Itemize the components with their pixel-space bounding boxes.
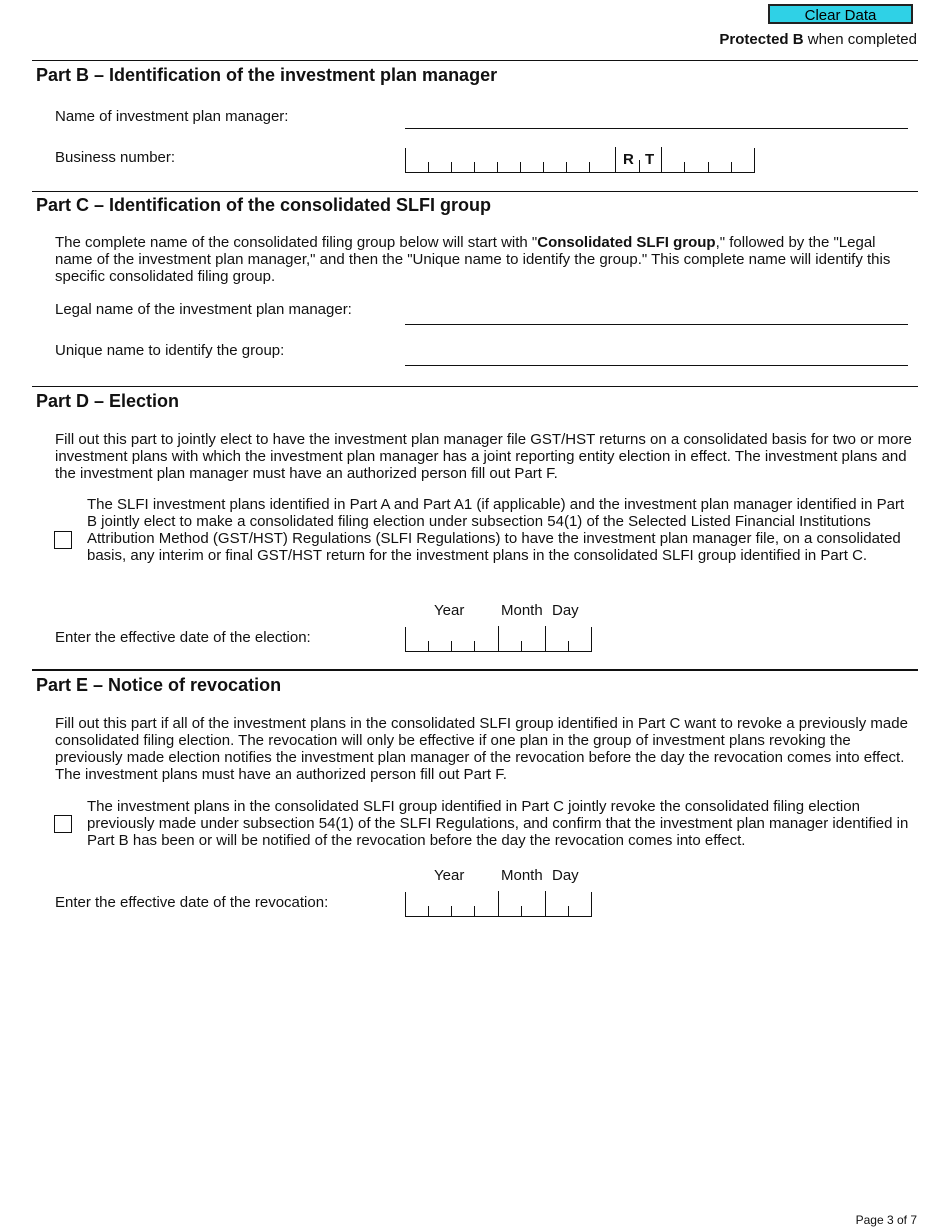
revocation-checkbox[interactable] — [54, 815, 72, 833]
election-statement: The SLFI investment plans identified in Part A and Part A1 (if applicable) and the investment plan manager identified in Part B jointly elect to make a consolidated filing election under subsection 54(1) of the Selected Listed Financial Institutions Attribution Method (GST/HST) Regulations (SLFI Regulations) to have the investment plan manager file, on a consolidated basis, any interim or final GST/HST return for the investment plans in the consolidated SLFI group identified in Part C. — [87, 496, 905, 564]
election-checkbox[interactable] — [54, 531, 72, 549]
clear-data-button[interactable]: Clear Data — [768, 4, 913, 24]
election-month-header: Month — [501, 602, 543, 619]
manager-name-label: Name of investment plan manager: — [55, 108, 289, 125]
part-d-intro: Fill out this part to jointly elect to have the investment plan manager file GST/HST returns on a consolidated basis for two or more investment plans with which the investment plan manager has a joint reporting entity election in effect. The investment plans and the investment plan manager must have an authorized person fill out Part F. — [55, 431, 912, 482]
election-date-label: Enter the effective date of the election: — [55, 629, 311, 646]
protected-b-notice — [719, 31, 917, 48]
legal-name-field[interactable] — [405, 324, 908, 325]
protected-b-label: Protected B — [719, 31, 804, 48]
revocation-date-field[interactable] — [405, 892, 592, 917]
part-d-title: Part D – Election — [36, 391, 180, 411]
revocation-statement: The investment plans in the consolidated SLFI group identified in Part C jointly revoke the consolidated filing election previously made under subsection 54(1) of the SLFI Regulations, and confirm that the investment plan manager identified in Part B has been or will be notified of the revocation before the day the revocation comes into effect. — [87, 798, 909, 849]
part-c-title: Part C – Identification of the consolidated SLFI group — [36, 195, 492, 215]
unique-name-field[interactable] — [405, 365, 908, 366]
business-number-field[interactable] — [405, 148, 755, 173]
election-day-header: Day — [552, 602, 579, 619]
manager-name-field[interactable] — [405, 128, 908, 129]
divider-part-c — [32, 191, 918, 192]
business-number-label: Business number: — [55, 149, 176, 166]
unique-name-label: Unique name to identify the group: — [55, 342, 285, 359]
bn-t-letter: T — [645, 151, 655, 168]
divider-part-e — [32, 669, 918, 671]
bn-r-letter: R — [623, 151, 634, 168]
part-e-intro: Fill out this part if all of the investment plans in the consolidated SLFI group identified in Part C want to revoke a previously made consolidated filing election. The revocation will only be effective if one plan in the group of investment plans revoking the previously made election notifies the investment plan manager of the revocation before the day the revocation comes into effect. The investment plans must have an authorized person fill out Part F. — [55, 715, 908, 783]
election-year-header: Year — [434, 602, 465, 619]
page-number: Page 3 of 7 — [855, 1213, 917, 1227]
part-b-title: Part B – Identification of the investment plan manager — [36, 65, 498, 85]
revocation-date-label: Enter the effective date of the revocation: — [55, 894, 329, 911]
part-e-title: Part E – Notice of revocation — [36, 675, 282, 695]
protected-b-suffix: when completed — [803, 31, 917, 48]
legal-name-label: Legal name of the investment plan manager: — [55, 301, 352, 318]
divider-part-b — [32, 60, 918, 61]
revocation-year-header: Year — [434, 867, 465, 884]
divider-part-d — [32, 386, 918, 387]
part-c-intro: The complete name of the consolidated filing group below will start with "Consolidated SLFI group," followed by the "Legal name of the investment plan manager," and then the "Unique name to identify the group." This complete name will identify this specific consolidated filing group. — [55, 234, 891, 285]
revocation-month-header: Month — [501, 867, 543, 884]
election-date-field[interactable] — [405, 627, 592, 652]
revocation-day-header: Day — [552, 867, 579, 884]
